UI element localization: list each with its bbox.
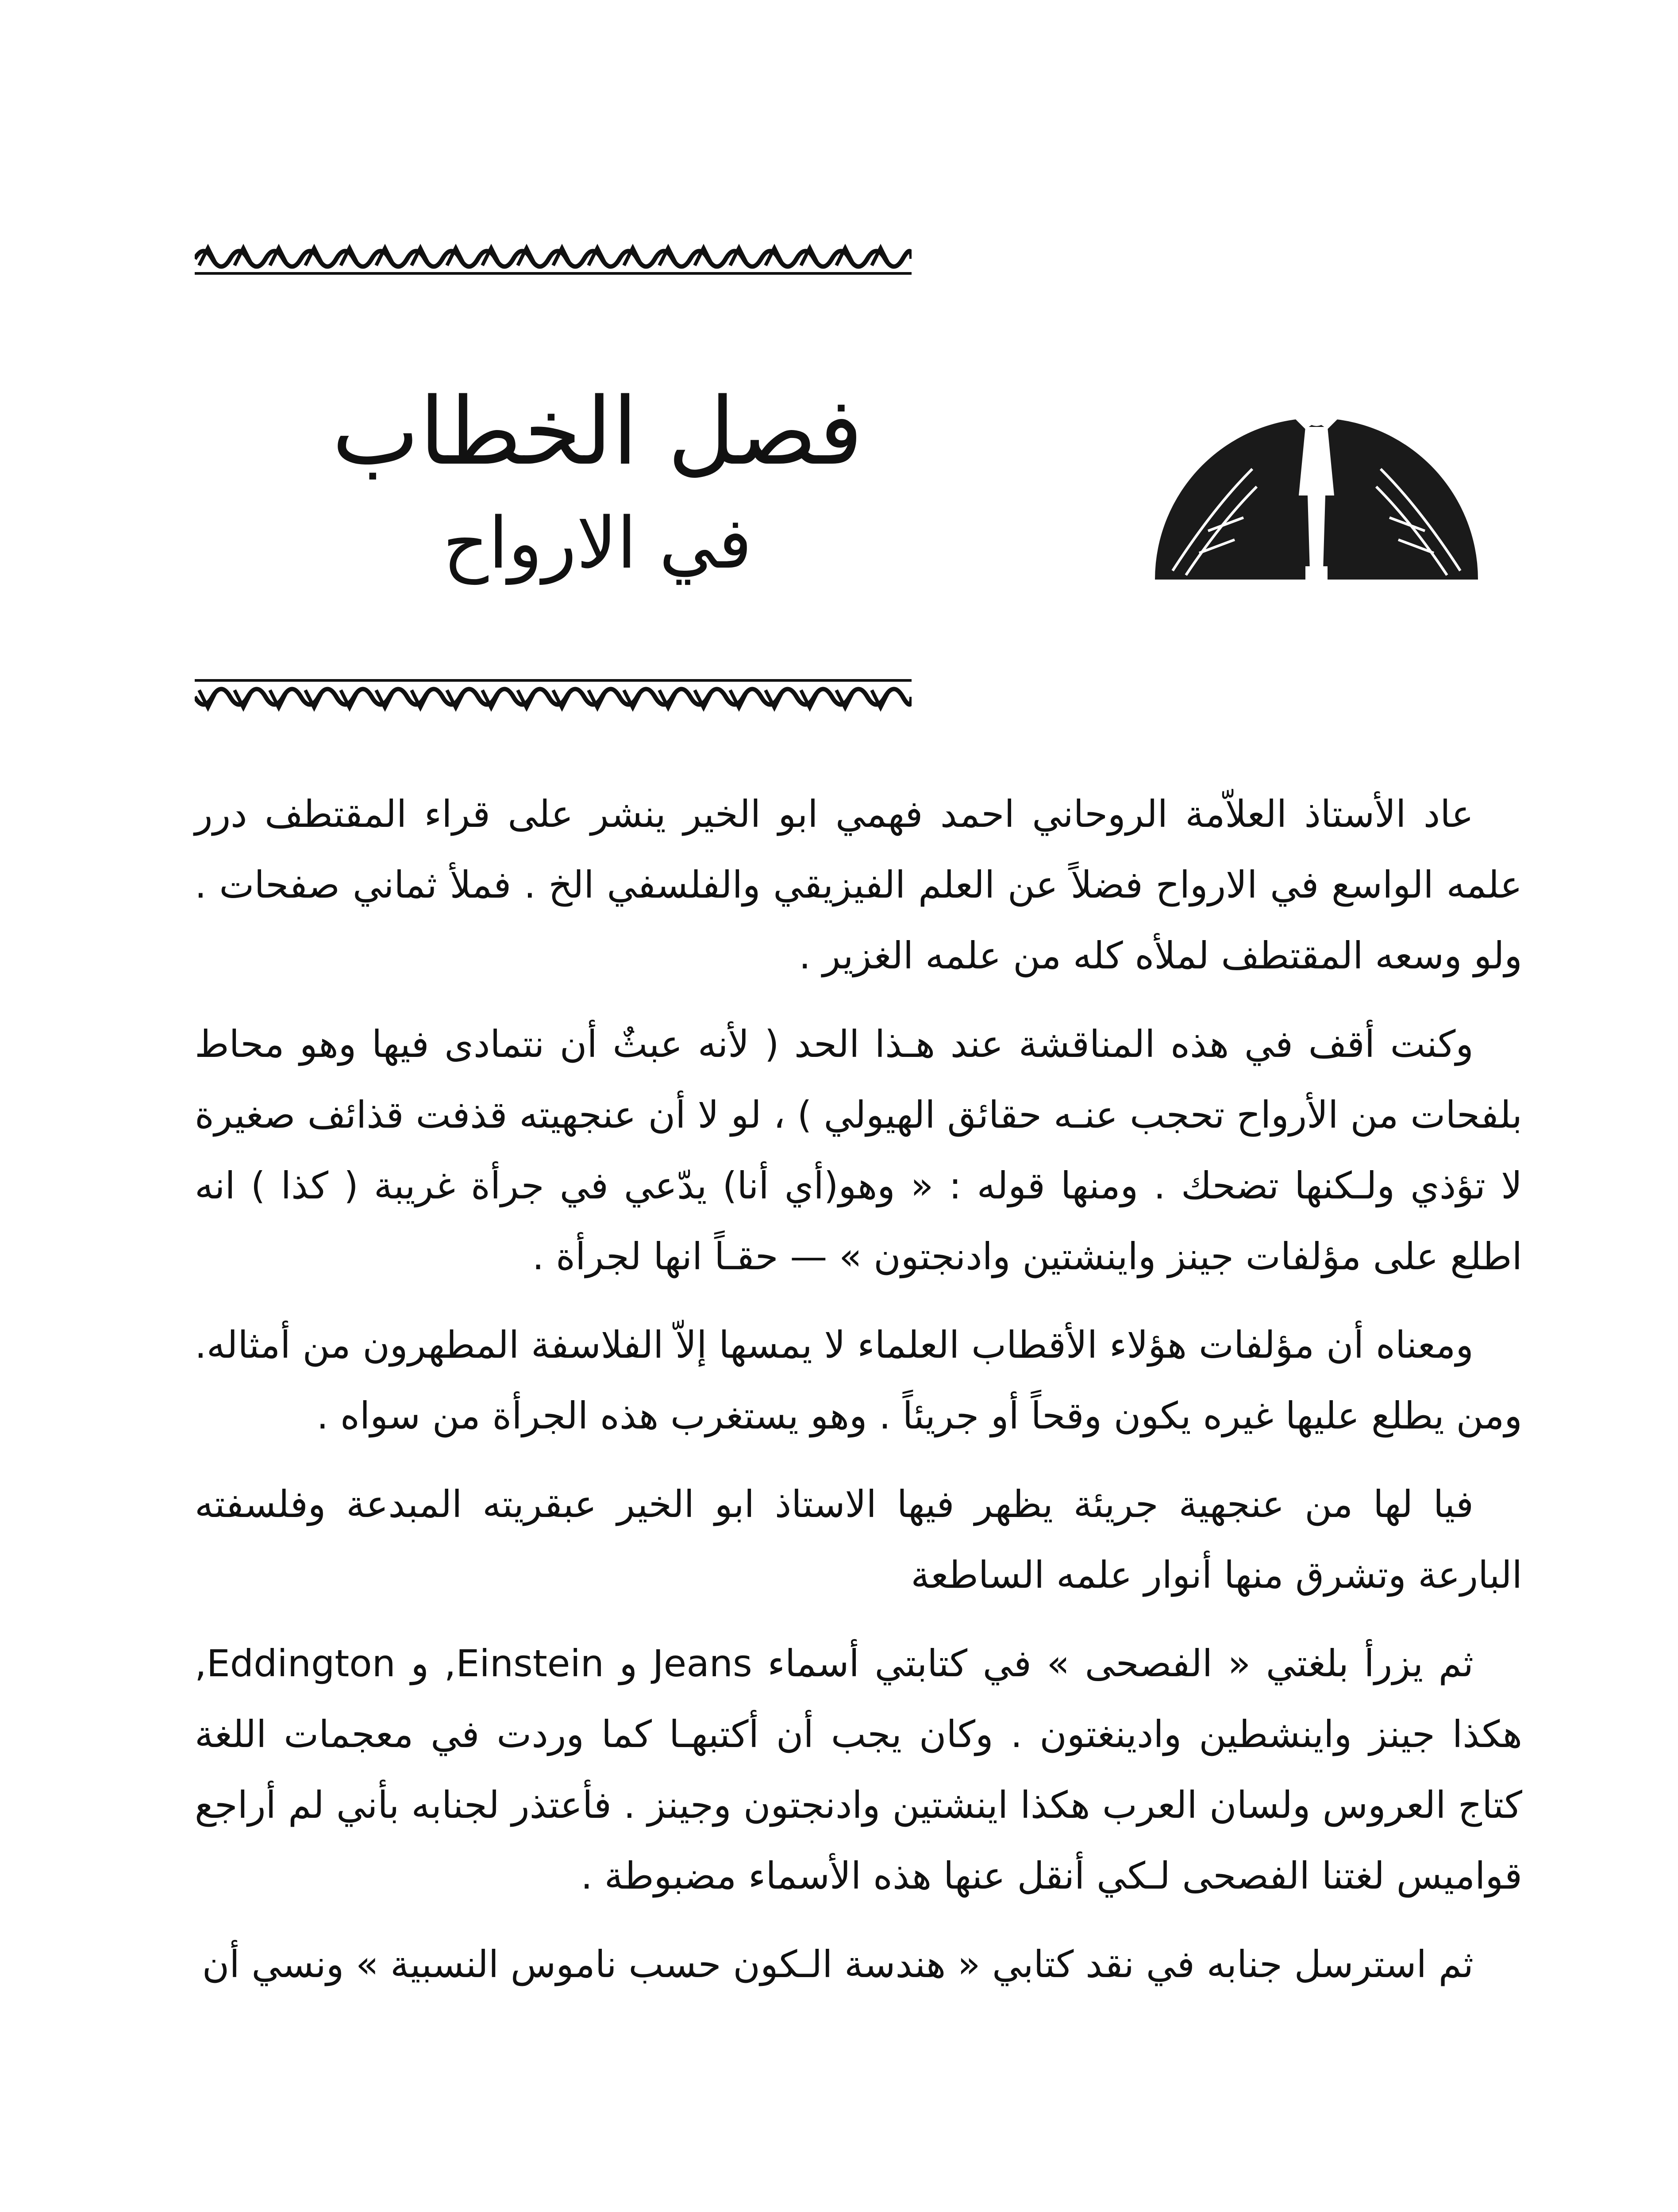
bottom-rule — [195, 679, 912, 682]
top-rule — [195, 272, 912, 275]
bottom-ornament-border — [195, 684, 912, 714]
ornament-pattern-icon — [195, 239, 912, 270]
paragraph: عاد الأستاذ العلاّمة الروحاني احمد فهمي ابو الخير ينشر على قراء المقتطف درر علمه الواسع في الارواح فضلاً عن العلم الفيزيقي والفلسفي الخ . فملأ ثماني صفحات . ولو وسعه المقتطف لملأه كله من علمه الغزير . — [195, 792, 1522, 977]
paragraph: ومعناه أن مؤلفات هؤلاء الأقطاب العلماء لا يمسها إلاّ الفلاسفة المطهرون من أمثاله. ومن يطلع عليها غيره يكون وقحاً أو جريئاً . وهو يستغرب هذه الجرأة من سواه . — [195, 1323, 1522, 1437]
paragraph: فيا لها من عنجهية جريئة يظهر فيها الاستاذ ابو الخير عبقريته المبدعة وفلسفته البارعة وتشرق منها أنوار علمه الساطعة — [195, 1482, 1522, 1597]
figure-with-raised-arms-emblem-icon — [1146, 363, 1487, 580]
top-ornament-border — [195, 239, 912, 270]
page-subtitle: في الارواح — [443, 502, 752, 584]
paragraph: ثم يزرأ بلغتي « الفصحى » في كتابتي أسماء Jeans و Einstein, و Eddington, هكذا جينز واينشطين وادينغتون . وكان يجب أن أكتبهـا كما وردت في معجمات اللغة كتاج العروس ولسان العرب هكذا اينشتين وادنجتون وجينز . فأعتذر لجنابه بأني لم أراجع قواميس لغتنا الفصحى لـكي أنقل عنها هذه الأسماء مضبوطة . — [195, 1642, 1522, 1897]
article-body — [195, 779, 1522, 2017]
page-title: فصل الخطاب — [331, 377, 863, 486]
paragraph: وكنت أقف في هذه المناقشة عند هـذا الحد ( لأنه عبثٌ أن نتمادى فيها وهو محاط بلفحات من الأرواح تحجب عنـه حقائق الهيولي ) ، لو لا أن عنجهيته قذفت قذائف صغيرة لا تؤذي ولـكنها تضحك . ومنها قوله : « وهو(أي أنا) يدّعي في جرأة غريبة ( كذا ) انه اطلع على مؤلفات جينز واينشتين وادنجتون » — حقـاً انها لجرأة . — [195, 1022, 1522, 1278]
paragraph: ثم استرسل جنابه في نقد كتابي « هندسة الـكون حسب ناموس النسبية » ونسي أن — [202, 1943, 1474, 1986]
ornament-pattern-icon — [195, 684, 912, 714]
